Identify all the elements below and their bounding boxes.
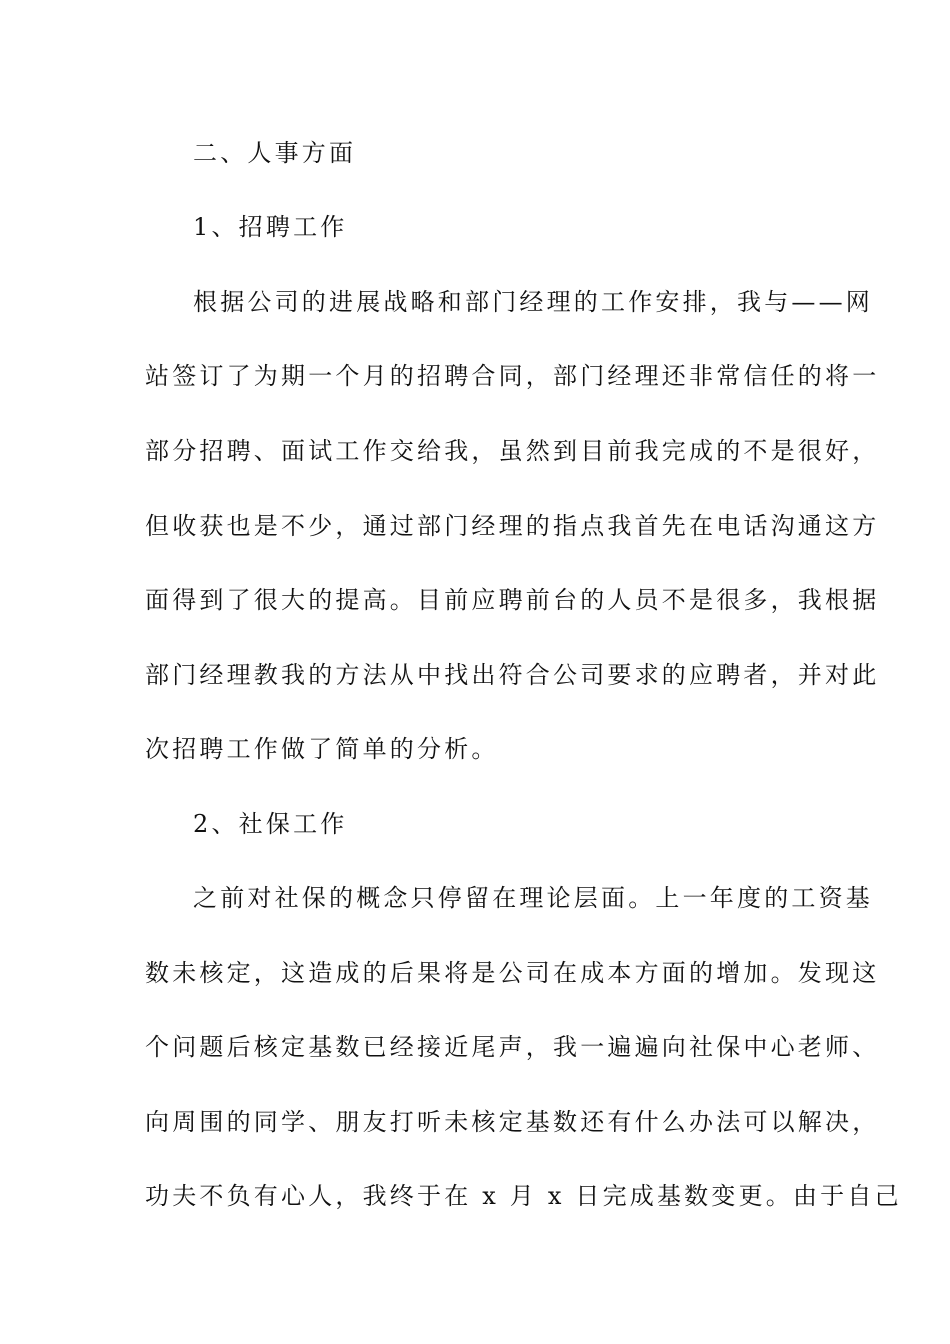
paragraph-line: 部门经理教我的方法从中找出符合公司要求的应聘者，并对此 <box>145 661 880 689</box>
section-heading: 二、人事方面 <box>193 139 357 167</box>
paragraph-line: 之前对社保的概念只停留在理论层面。上一年度的工资基 <box>193 884 873 912</box>
paragraph-line: 数未核定，这造成的后果将是公司在成本方面的增加。发现这 <box>145 959 880 987</box>
paragraph-line: 部分招聘、面试工作交给我，虽然到目前我完成的不是很好， <box>145 437 880 465</box>
subsection-heading-social-security: 2、社保工作 <box>193 810 348 838</box>
paragraph-line: 面得到了很大的提高。目前应聘前台的人员不是很多，我根据 <box>145 586 880 614</box>
subsection-heading-recruitment: 1、招聘工作 <box>193 213 348 241</box>
paragraph-line: 个问题后核定基数已经接近尾声，我一遍遍向社保中心老师、 <box>145 1033 880 1061</box>
paragraph-line: 功夫不负有心人，我终于在 x 月 x 日完成基数变更。由于自己 <box>145 1182 902 1210</box>
paragraph-line: 次招聘工作做了简单的分析。 <box>145 735 499 763</box>
paragraph-line: 但收获也是不少，通过部门经理的指点我首先在电话沟通这方 <box>145 512 880 540</box>
paragraph-line: 根据公司的进展战略和部门经理的工作安排，我与——网 <box>193 288 873 316</box>
paragraph-line: 站签订了为期一个月的招聘合同，部门经理还非常信任的将一 <box>145 362 880 390</box>
paragraph-line: 向周围的同学、朋友打听未核定基数还有什么办法可以解决， <box>145 1108 880 1136</box>
